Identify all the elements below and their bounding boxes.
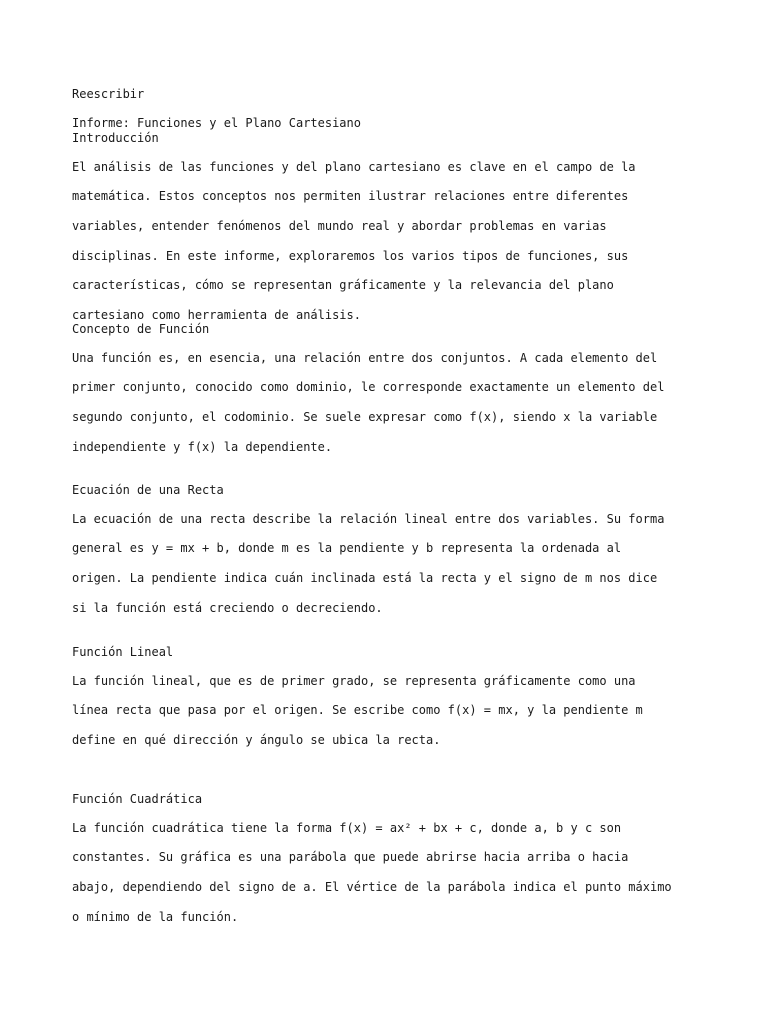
paragraph-line: independiente y f(x) la dependiente. xyxy=(72,439,333,454)
section-body-concepto-de-funcion xyxy=(72,336,702,469)
paragraph-line: constantes. Su gráfica es una parábola que puede abrirse hacia arriba o hacia xyxy=(72,850,629,865)
section-heading-ecuacion-de-una-recta: Ecuación de una Recta xyxy=(72,482,224,497)
paragraph-line: origen. La pendiente indica cuán inclinada está la recta y el signo de m nos dice xyxy=(72,570,658,585)
paragraph-line: o mínimo de la función. xyxy=(72,909,239,924)
section-body-funcion-lineal xyxy=(72,659,702,763)
paragraph-line: variables, entender fenómenos del mundo real y abordar problemas en varias xyxy=(72,218,607,233)
paragraph-line: segundo conjunto, el codominio. Se suele expresar como f(x), siendo x la variable xyxy=(72,409,658,424)
paragraph-line: Una función es, en esencia, una relación entre dos conjuntos. A cada elemento del xyxy=(72,350,658,365)
paragraph-line: La función lineal, que es de primer grado, se representa gráficamente como una xyxy=(72,673,636,688)
section-body-ecuacion-de-una-recta xyxy=(72,497,702,630)
paragraph-line: La ecuación de una recta describe la relación lineal entre dos variables. Su forma xyxy=(72,511,665,526)
paragraph-line: primer conjunto, conocido como dominio, le corresponde exactamente un elemento del xyxy=(72,380,665,395)
paragraph-line: define en qué dirección y ángulo se ubica la recta. xyxy=(72,732,441,747)
paragraph-line: características, cómo se representan gráficamente y la relevancia del plano xyxy=(72,278,614,293)
paragraph-line: abajo, dependiendo del signo de a. El vértice de la parábola indica el punto máximo xyxy=(72,879,672,894)
paragraph-line: línea recta que pasa por el origen. Se escribe como f(x) = mx, y la pendiente m xyxy=(72,703,643,718)
paragraph-line: La función cuadrática tiene la forma f(x) = ax² + bx + c, donde a, b y c son xyxy=(72,820,622,835)
section-heading-introduccion: Introducción xyxy=(72,130,159,145)
section-heading-funcion-lineal: Función Lineal xyxy=(72,644,174,659)
section-body-funcion-cuadratica xyxy=(72,806,702,939)
rewrite-label: Reescribir xyxy=(72,86,145,101)
paragraph-line: matemática. Estos conceptos nos permiten ilustrar relaciones entre diferentes xyxy=(72,189,629,204)
section-heading-funcion-cuadratica: Función Cuadrática xyxy=(72,791,203,806)
paragraph-line: El análisis de las funciones y del plano cartesiano es clave en el campo de la xyxy=(72,159,636,174)
paragraph-line: disciplinas. En este informe, exploraremos los varios tipos de funciones, sus xyxy=(72,248,629,263)
document-title: Informe: Funciones y el Plano Cartesiano xyxy=(72,116,361,131)
paragraph-line: si la función está creciendo o decreciendo. xyxy=(72,600,383,615)
section-heading-concepto-de-funcion: Concepto de Función xyxy=(72,321,210,336)
paragraph-line: cartesiano como herramienta de análisis. xyxy=(72,307,361,322)
paragraph-line: general es y = mx + b, donde m es la pendiente y b representa la ordenada al xyxy=(72,541,622,556)
